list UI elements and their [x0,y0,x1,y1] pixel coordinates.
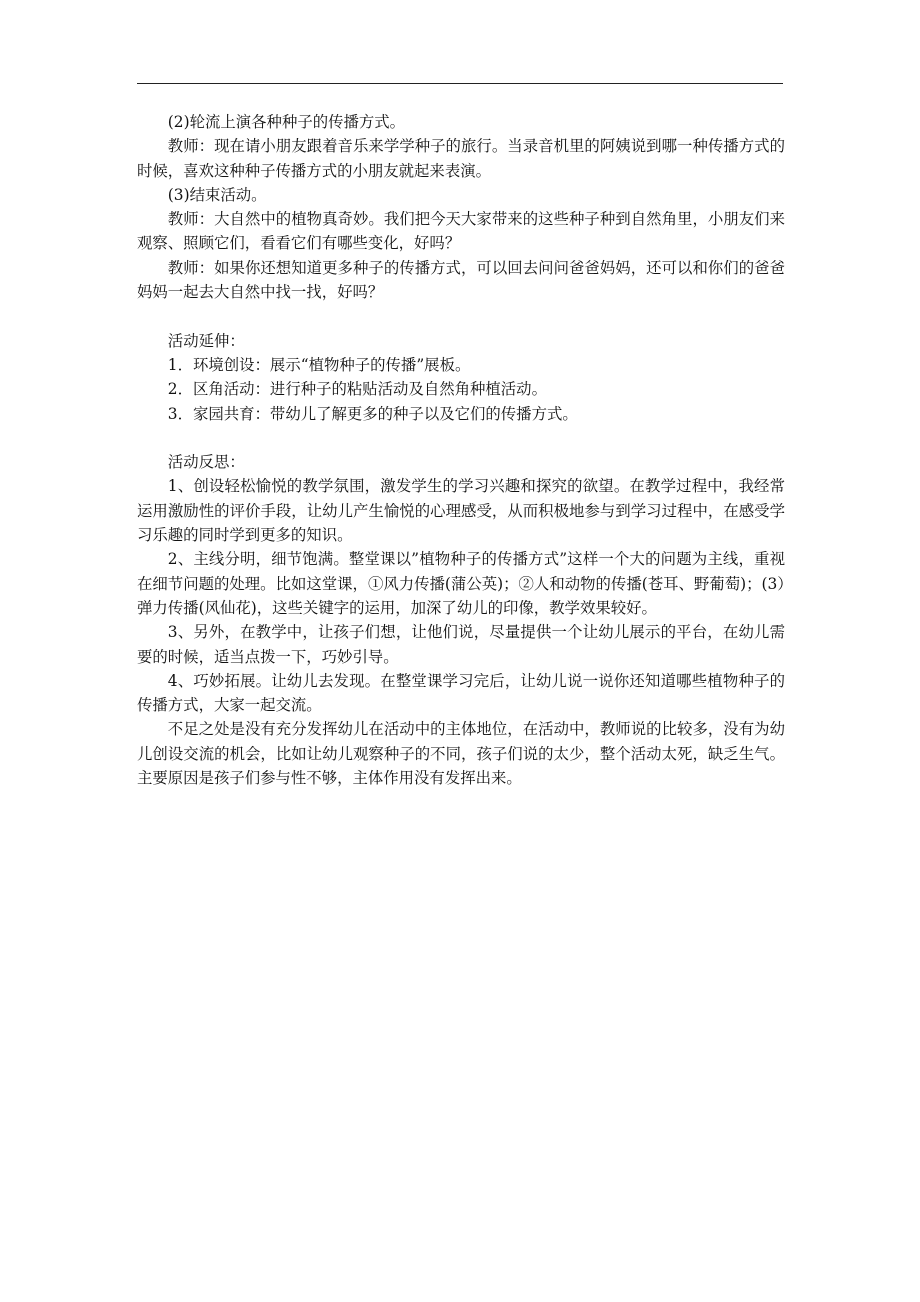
paragraph: 3、另外，在教学中，让孩子们想，让他们说，尽量提供一个让幼儿展示的平台，在幼儿需要的时候，适当点拨一下，巧妙引导。 [137,623,785,666]
paragraph: 4、巧妙拓展。让幼儿去发现。在整堂课学习完后，让幼儿说一说你还知道哪些植物种子的传播方式，大家一起交流。 [137,671,785,715]
paragraph: 教师：现在请小朋友跟着音乐来学学种子的旅行。当录音机里的阿姨说到哪一种传播方式的时候，喜欢这种种子传播方式的小朋友就起来表演。 [137,137,785,180]
paragraph: (2)轮流上演各种种子的传播方式。 [167,113,406,131]
paragraph: (3)结束活动。 [167,185,267,204]
list-item: 3．家园共育：带幼儿了解更多的种子以及它们的传播方式。 [167,404,578,423]
blank-line [137,426,785,450]
paragraph: 教师：大自然中的植物真奇妙。我们把今天大家带来的这些种子种到自然角里，小朋友们来观察、照顾它们，看看它们有哪些变化，好吗？ [137,210,785,253]
list-item: 1．环境创设：展示“植物种子的传播”展板。 [167,355,471,374]
paragraph: 教师：如果你还想知道更多种子的传播方式，可以回去问问爸爸妈妈，还可以和你们的爸爸妈妈一起去大自然中找一找，好吗？ [137,258,785,302]
document-body [137,110,785,790]
blank-line [137,304,785,328]
list-item: 2．区角活动：进行种子的粘贴活动及自然角种植活动。 [167,380,547,399]
section-heading-extension: 活动延伸： [167,331,245,350]
header-rule [137,83,783,84]
paragraph: 2、主线分明，细节饱满。整堂课以”植物种子的传播方式”这样一个大的问题为主线，重视在细节问题的处理。比如这堂课，①风力传播(蒲公英)；②人和动物的传播(苍耳、野葡萄)；(3）弹力传播(风仙花)，这些关键字的运用，加深了幼儿的印像，教学效果较好。 [137,550,785,617]
section-heading-reflection: 活动反思： [167,453,245,472]
paragraph: 不足之处是没有充分发挥幼儿在活动中的主体地位，在活动中，教师说的比较多，没有为幼儿创设交流的机会，比如让幼儿观察种子的不同，孩子们说的太少，整个活动太死，缺乏生气。主要原因是孩子们参与性不够，主体作用没有发挥出来。 [137,720,785,788]
paragraph: 1、创设轻松愉悦的教学氛围，激发学生的学习兴趣和探究的欲望。在教学过程中，我经常运用激励性的评价手段，让幼儿产生愉悦的心理感受，从而积极地参与到学习过程中，在感受学习乐趣的同时学到更多的知识。 [137,477,785,545]
